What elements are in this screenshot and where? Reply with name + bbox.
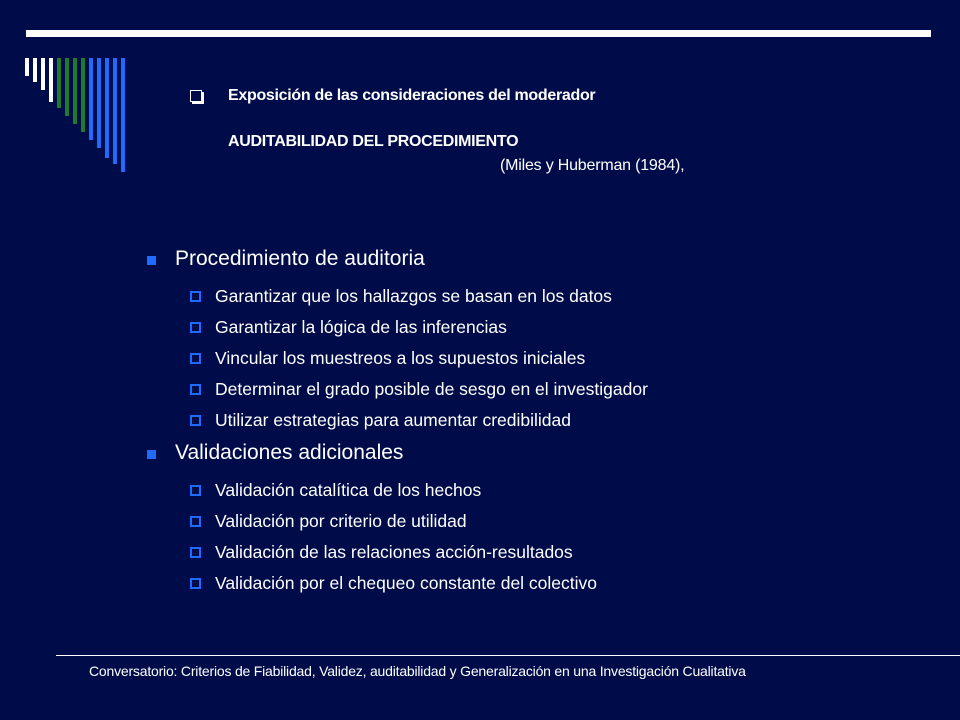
section-additional-validations [144,440,944,601]
filled-square-bullet-icon [147,450,156,459]
section-audit-procedure [144,246,944,438]
hollow-square-bullet-icon [190,578,201,589]
decorative-bar [73,58,77,124]
decorative-bar [97,58,101,148]
citation: (Miles y Huberman (1984), [500,157,685,174]
list-item [144,376,944,407]
list-item [144,314,944,345]
slide-title: Exposición de las consideraciones del moderador [228,87,596,104]
decorative-bar [65,58,69,116]
list-item [144,407,944,438]
section-heading: Procedimiento de auditoria [175,247,425,270]
hollow-square-bullet-icon [190,516,201,527]
hollow-square-bullet-icon [190,415,201,426]
list-item-text: Vincular los muestreos a los supuestos iniciales [215,348,586,368]
hollow-square-bullet-icon [190,322,201,333]
bottom-rule [56,655,960,656]
decorative-bar [25,58,29,76]
list-item-text: Validación por criterio de utilidad [215,511,467,531]
list-item-text: Determinar el grado posible de sesgo en el investigador [215,379,648,399]
decorative-bar [33,58,37,82]
list-item [144,539,944,570]
decorative-bar [105,58,109,158]
hollow-square-bullet-icon [190,547,201,558]
slide-subtitle: AUDITABILIDAD DEL PROCEDIMIENTO [228,133,519,150]
footer-text: Conversatorio: Criterios de Fiabilidad, Validez, auditabilidad y Generalización en una Investigación Cualitativa [89,663,746,679]
list-item-heading [144,440,944,469]
hollow-square-bullet-icon [190,291,201,302]
list-item-text: Garantizar la lógica de las inferencias [215,317,507,337]
hollow-square-bullet-icon [190,384,201,395]
list-item-text: Validación catalítica de los hechos [215,480,482,500]
decorative-bar [41,58,45,90]
list-item [144,477,944,508]
list-item [144,508,944,539]
list-item-text: Garantizar que los hallazgos se basan en los datos [215,286,612,306]
list-item-heading [144,246,944,275]
decorative-bar [121,58,125,172]
list-item [144,570,944,601]
slide-content [144,246,944,601]
decorative-bar [57,58,61,108]
section-heading: Validaciones adicionales [175,441,404,464]
list-item [144,283,944,314]
list-item-text: Utilizar estrategias para aumentar credibilidad [215,410,572,430]
list-item [144,345,944,376]
decorative-bar [49,58,53,102]
decorative-bar [113,58,117,164]
hollow-square-bullet-icon [190,90,202,102]
decorative-bar [81,58,85,132]
list-item-text: Validación por el chequeo constante del colectivo [215,573,598,593]
filled-square-bullet-icon [147,256,156,265]
list-item-text: Validación de las relaciones acción-resultados [215,542,573,562]
hollow-square-bullet-icon [190,353,201,364]
hollow-square-bullet-icon [190,485,201,496]
decorative-bar [89,58,93,140]
